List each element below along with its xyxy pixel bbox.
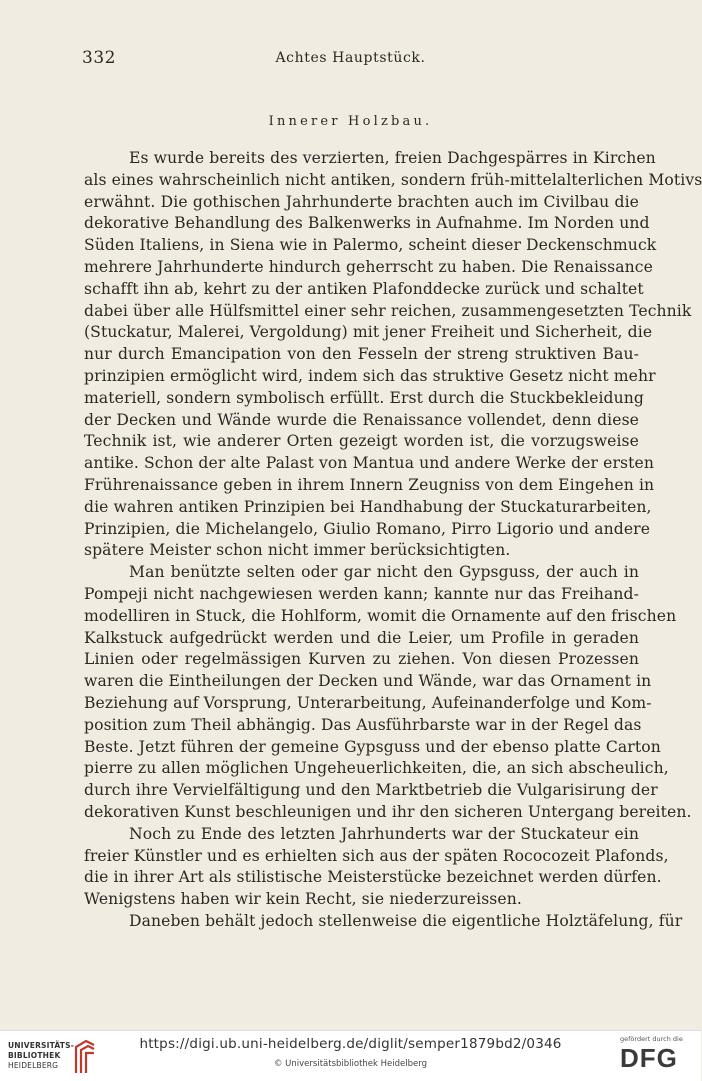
text-line: spätere Meister schon nicht immer berücksichtigten. (84, 541, 511, 560)
text-line: materiell, sondern symbolisch erfüllt. Erst durch die Stuckbekleidung (84, 388, 644, 407)
dfg-caption: gefördert durch die (620, 1035, 683, 1043)
text-line: erwähnt. Die gothischen Jahrhunderte brachten auch im Civilbau die (84, 192, 639, 211)
text-line: der Decken und Wände wurde die Renaissance vollendet, denn diese (84, 410, 639, 429)
text-line: die wahren antiken Prinzipien bei Handhabung der Stuckaturarbeiten, (84, 497, 652, 516)
running-head: Achtes Hauptstück. (275, 50, 426, 66)
text-line: Wenigstens haben wir kein Recht, sie niederzureissen. (84, 890, 522, 909)
text-line: position zum Theil abhängig. Das Ausführbarste war in der Regel das (84, 715, 642, 734)
logo-line: HEIDELBERG (8, 1061, 59, 1070)
text-line: die in ihrer Art als stilistische Meisterstücke bezeichnet werden dürfen. (84, 868, 662, 887)
text-line: als eines wahrscheinlich nicht antiken, sondern früh-mittelalterlichen Motivs (84, 170, 702, 189)
text-line: dabei über alle Hülfsmittel einer sehr reichen, zusammengesetzten Technik (84, 301, 692, 320)
copyright-notice: © Universitätsbibliothek Heidelberg (273, 1059, 427, 1069)
text-line: (Stuckatur, Malerei, Vergoldung) mit jener Freiheit und Sicherheit, die (84, 323, 653, 342)
footer-bar (0, 1030, 701, 1081)
text-line: antike. Schon der alte Palast von Mantua und andere Werke der ersten (84, 454, 654, 473)
dfg-wordmark: DFG (620, 1043, 678, 1073)
text-line: waren die Eintheilungen der Decken und Wände, war das Ornament in (84, 672, 652, 691)
text-line: Beste. Jetzt führen der gemeine Gypsguss und der ebenso platte Carton (84, 737, 661, 756)
logo-line: BIBLIOTHEK (8, 1051, 61, 1060)
text-line: schafft ihn ab, kehrt zu der antiken Plafonddecke zurück und schaltet (84, 279, 644, 298)
text-line: Noch zu Ende des letzten Jahrhunderts war der Stuckateur ein (129, 824, 639, 843)
logo-line: UNIVERSITÄTS- (8, 1041, 75, 1050)
text-line: Pompeji nicht nachgewiesen werden kann; kannte nur das Freihand- (84, 584, 639, 603)
dfg-logo[interactable] (612, 1035, 694, 1077)
text-line: Man benützte selten oder gar nicht den Gypsguss, der auch in (129, 563, 639, 582)
text-line: Beziehung auf Vorsprung, Unterarbeitung, Aufeinanderfolge und Kom- (84, 693, 652, 712)
section-title: Innerer Holzbau. (268, 114, 433, 129)
text-line: modelliren in Stuck, die Hohlform, womit die Ornamente auf den frischen (84, 606, 677, 625)
permalink-url[interactable]: https://digi.ub.uni-heidelberg.de/diglit/semper1879bd2/0346 (139, 1036, 562, 1052)
text-line: Süden Italiens, in Siena wie in Palermo, scheint dieser Deckenschmuck (84, 236, 657, 255)
text-line: Kalkstuck aufgedrückt werden und die Leier, um Profile in geraden (84, 628, 639, 647)
text-line: pierre zu allen möglichen Ungeheuerlichkeiten, die, an sich abscheulich, (84, 759, 669, 778)
text-line: Linien oder regelmässigen Kurven zu ziehen. Von diesen Prozessen (84, 650, 639, 669)
text-line: Daneben behält jedoch stellenweise die eigentliche Holztäfelung, für (129, 911, 683, 930)
text-line: nur durch Emancipation von den Fesseln der streng struktiven Bau- (84, 345, 639, 364)
text-line: Es wurde bereits des verzierten, freien Dachgespärres in Kirchen (129, 149, 656, 167)
page-number: 332 (82, 48, 116, 68)
text-line: Prinzipien, die Michelangelo, Giulio Romano, Pirro Ligorio und andere (84, 519, 651, 538)
text-line: Frührenaissance geben in ihrem Innern Zeugniss von dem Eingehen in (84, 475, 655, 494)
text-line: dekorative Behandlung des Balkenwerks in Aufnahme. Im Norden und (84, 214, 650, 233)
text-line: prinzipien ermöglicht wird, indem sich das struktive Gesetz nicht mehr (84, 366, 656, 385)
text-line: durch ihre Vervielfältigung und den Marktbetrieb die Vulgarisirung der (84, 781, 658, 800)
text-line: Technik ist, wie anderer Orten gezeigt worden ist, die vorzugsweise (84, 432, 639, 451)
body-text (84, 148, 702, 933)
text-line: freier Künstler und es erhielten sich aus der späten Rococozeit Plafonds, (84, 846, 669, 865)
text-line: mehrere Jahrhunderte hindurch geherrscht zu haben. Die Renaissance (84, 257, 653, 276)
text-line: dekorativen Kunst beschleunigen und ihr den sicheren Untergang bereiten. (84, 802, 692, 821)
